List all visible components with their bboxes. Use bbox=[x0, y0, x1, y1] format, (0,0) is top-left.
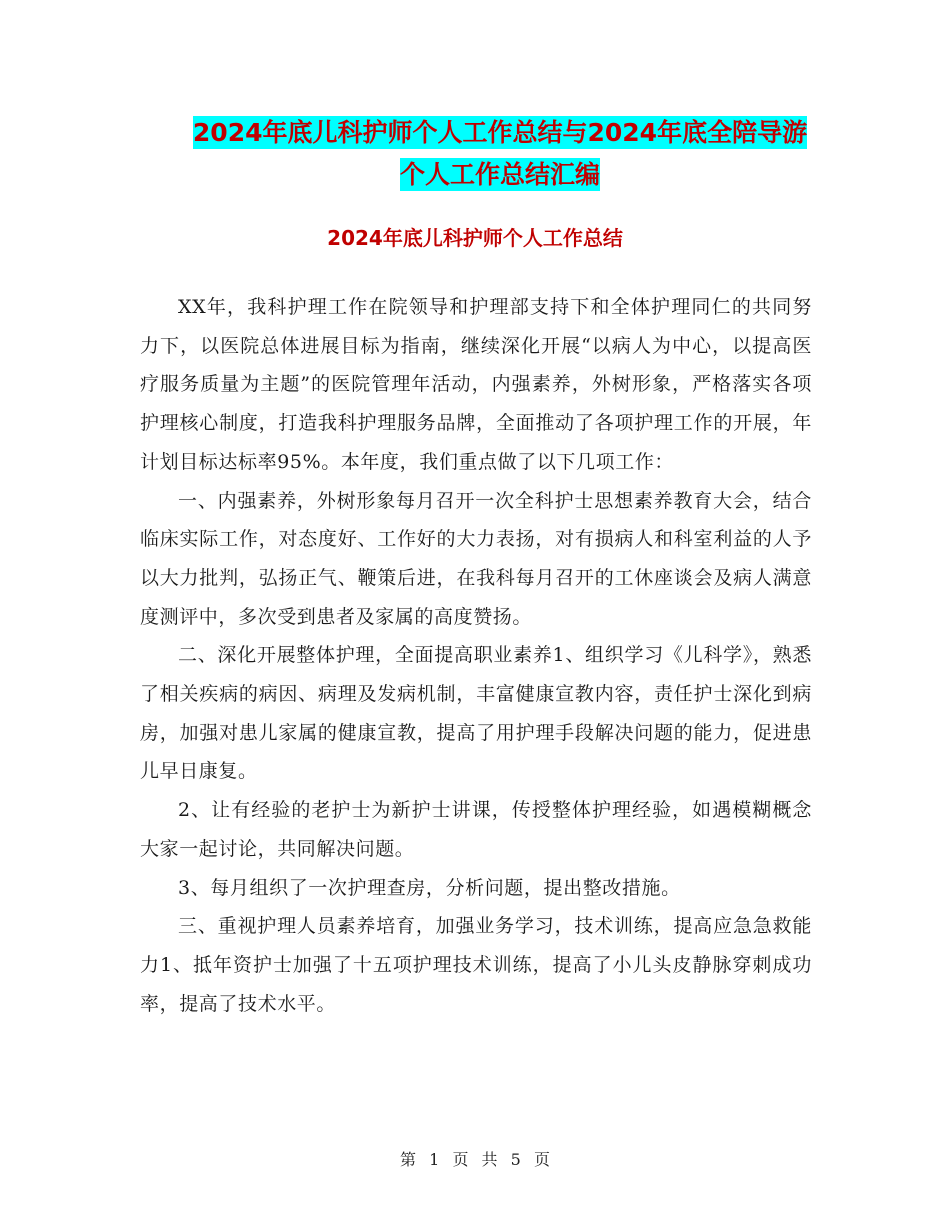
paragraph: 三、重视护理人员素养培育，加强业务学习，技术训练，提高应急急救能力1、抵年资护士加强了十五项护理技术训练，提高了小儿头皮静脉穿刺成功率，提高了技术水平。 bbox=[140, 915, 812, 1015]
document-title-line-1 bbox=[140, 112, 860, 154]
paragraph: 3、每月组织了一次护理查房，分析问题，提出整改措施。 bbox=[178, 876, 681, 899]
paragraph: 2、让有经验的老护士为新护士讲课，传授整体护理经验，如遇模糊概念大家一起讨论，共同解决问题。 bbox=[140, 799, 812, 860]
document-body bbox=[140, 288, 812, 1023]
footer-page-word: 页 bbox=[452, 1150, 469, 1169]
footer-prefix: 第 bbox=[400, 1150, 417, 1169]
paragraph: XX年，我科护理工作在院领导和护理部支持下和全体护理同仁的共同努力下，以医院总体进展目标为指南，继续深化开展“以病人为中心，以提高医疗服务质量为主题”的医院管理年活动，内强素养，外树形象，严格落实各项护理核心制度，打造我科护理服务品牌，全面推动了各项护理工作的开展，年计划目标达标率95%。本年度，我们重点做了以下几项工作： bbox=[140, 296, 812, 473]
current-page-number: 1 bbox=[429, 1150, 440, 1169]
footer-total-prefix: 共 bbox=[481, 1150, 498, 1169]
footer-suffix: 页 bbox=[533, 1150, 550, 1169]
section-heading: 2024年底儿科护师个人工作总结 bbox=[327, 226, 623, 250]
title-highlight: 2024年底儿科护师个人工作总结与2024年底全陪导游 bbox=[192, 118, 808, 147]
paragraph: 一、内强素养，外树形象每月召开一次全科护士思想素养教育大会，结合临床实际工作，对态度好、工作好的大力表扬，对有损病人和科室利益的人予以大力批判，弘扬正气、鞭策后进，在我科每月召开的工休座谈会及病人满意度测评中，多次受到患者及家属的高度赞扬。 bbox=[140, 489, 812, 628]
total-pages-number: 5 bbox=[510, 1150, 521, 1169]
title-highlight: 个人工作总结汇编 bbox=[399, 160, 600, 189]
paragraph: 二、深化开展整体护理，全面提高职业素养1、组织学习《儿科学》，熟悉了相关疾病的病因、病理及发病机制，丰富健康宣教内容，责任护士深化到病房，加强对患儿家属的健康宣教，提高了用护理手段解决问题的能力，促进患儿早日康复。 bbox=[140, 644, 812, 783]
page-footer bbox=[0, 1148, 950, 1172]
document-title-line-2 bbox=[140, 154, 860, 196]
